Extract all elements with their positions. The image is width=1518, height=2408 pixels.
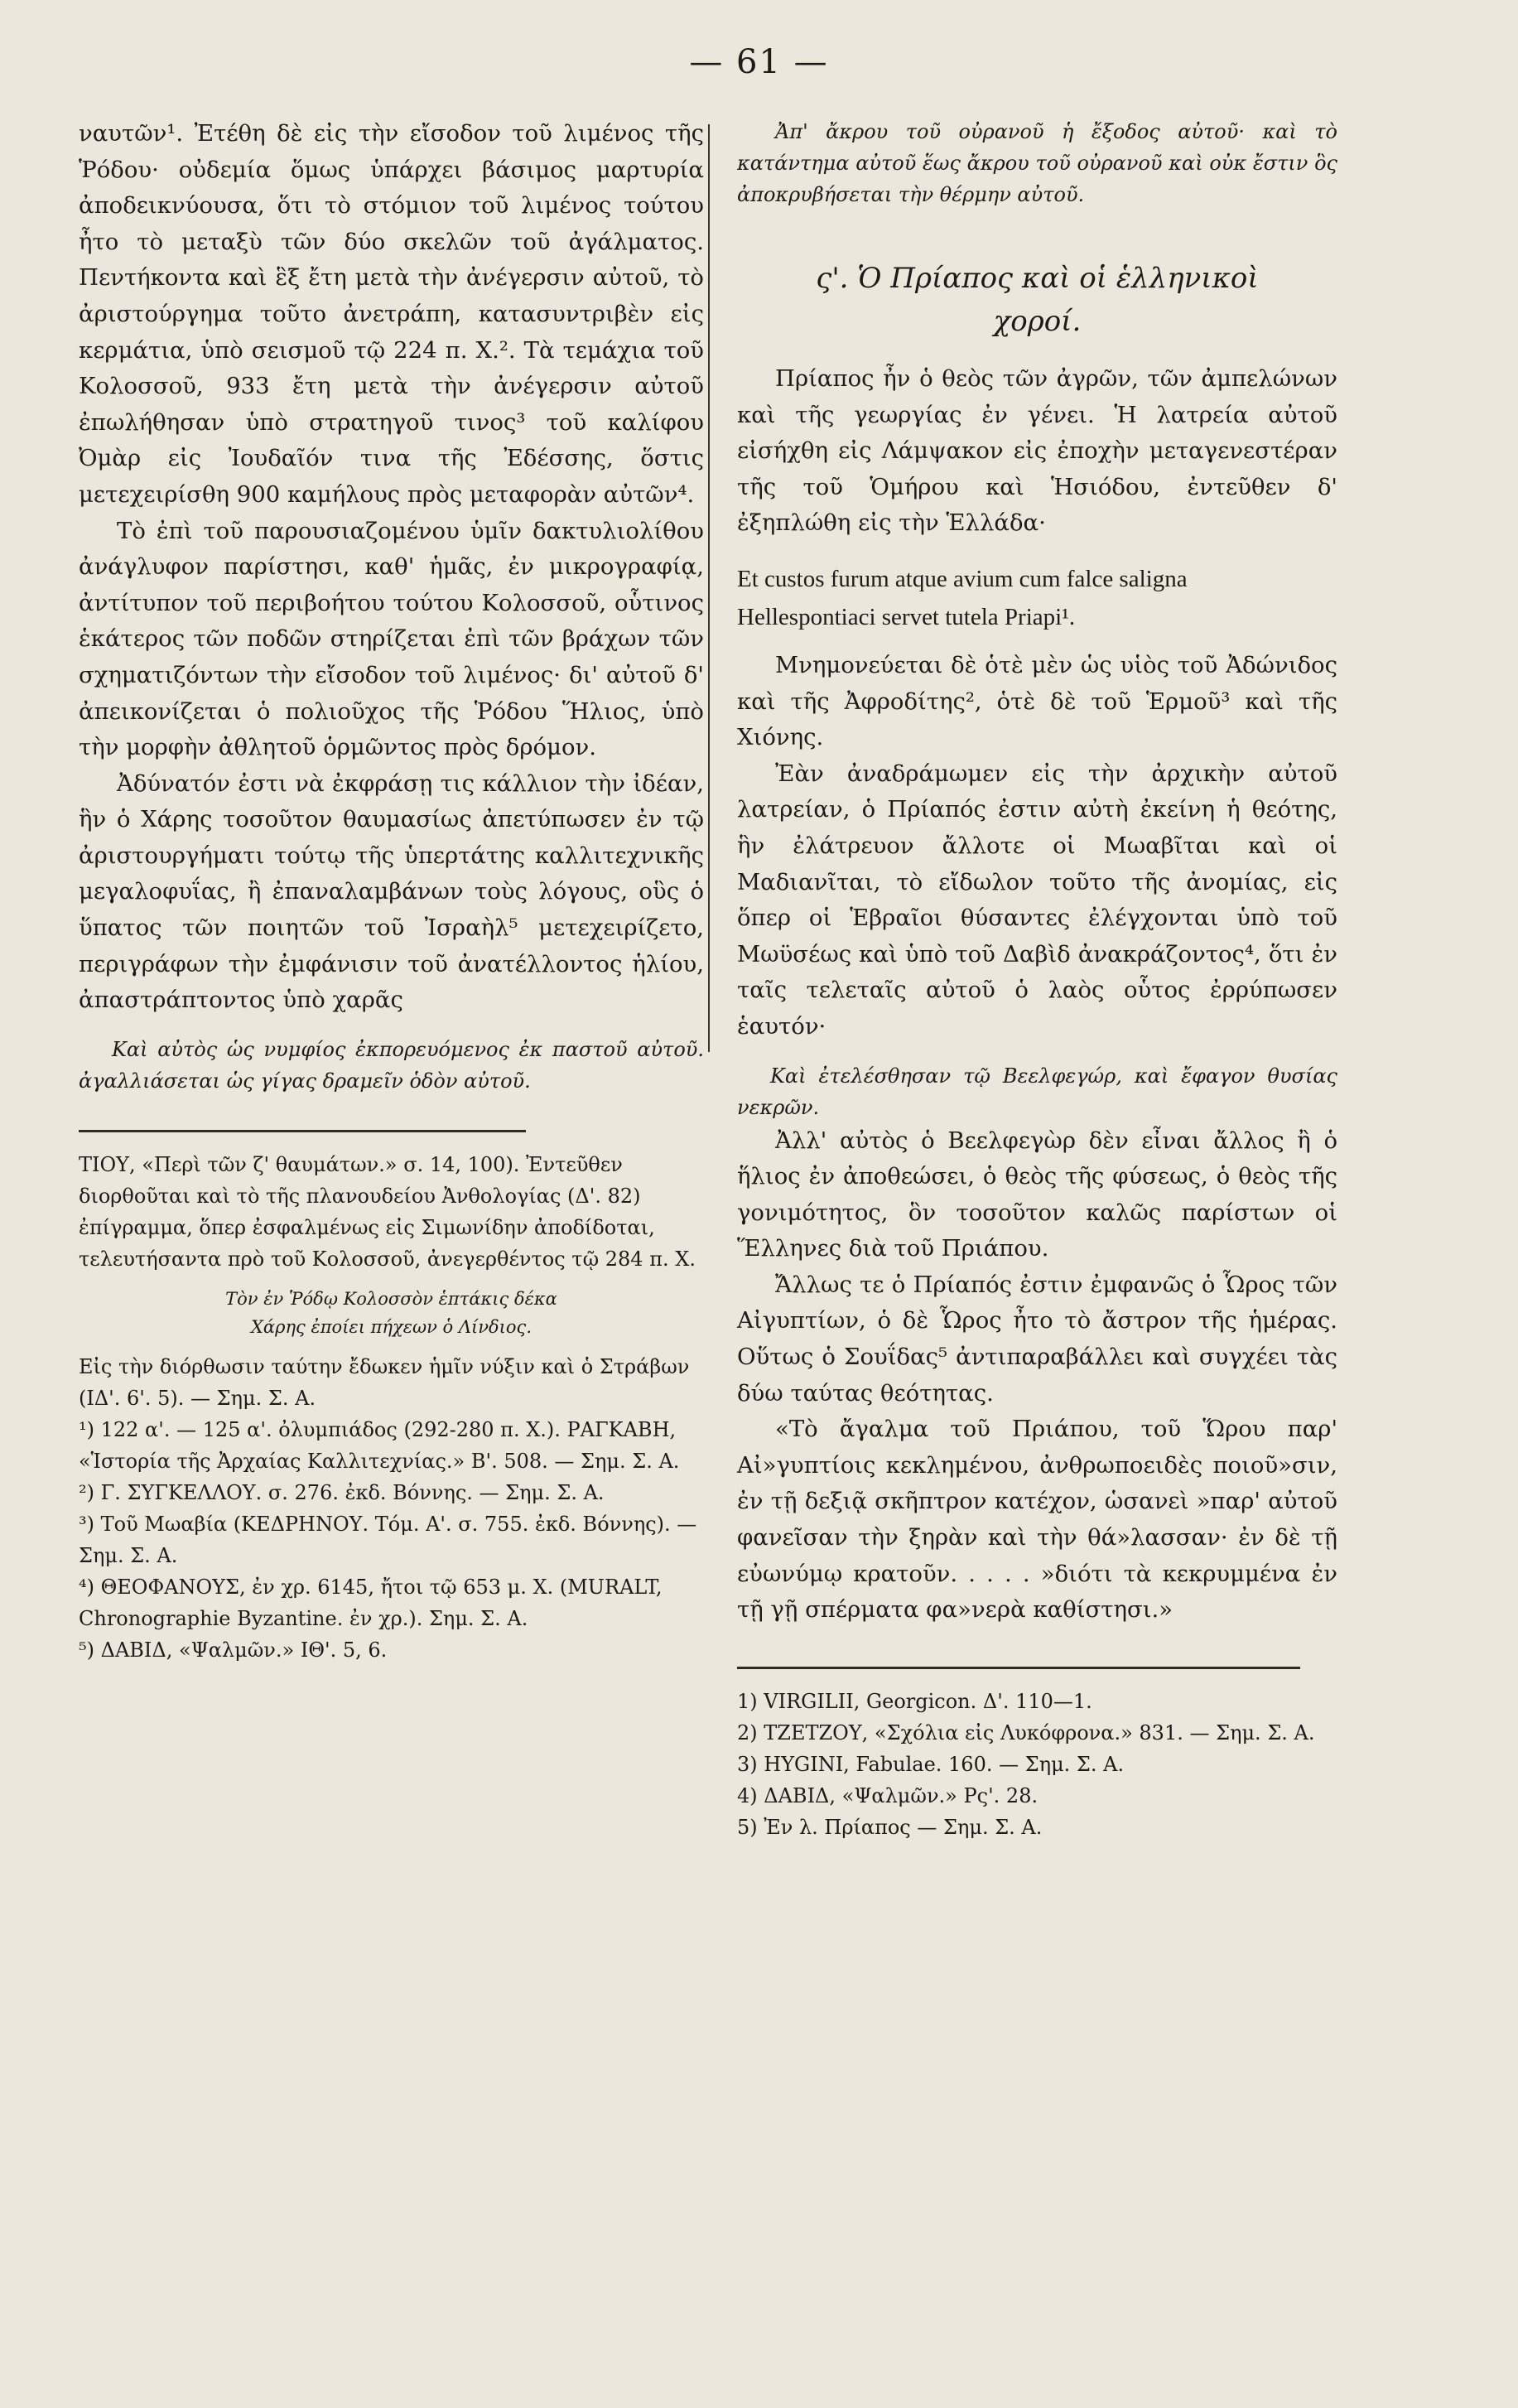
body-paragraph: Πρίαπος ἦν ὁ θεὸς τῶν ἀγρῶν, τῶν ἀμπελώνων καὶ τῆς γεωργίας ἐν γένει. Ἡ λατρεία αὐτοῦ εἰσήχθη εἰς Λάμψακον εἰς ἐποχὴν μεταγενεστέραν τῆς τοῦ Ὁμήρου καὶ Ἡσιόδου, ἐντεῦθεν δ' ἐξηπλώθη εἰς τὴν Ἑλλάδα· (737, 365, 1337, 537)
footnote-5: 5) Ἐν λ. Πρίαπος — Σημ. Σ. Α. (737, 1815, 1043, 1839)
footnote-2: ²) Γ. ΣΥΓΚΕΛΛΟΥ. σ. 276. ἐκδ. Βόννης. — Σημ. Σ. Α. (79, 1480, 605, 1504)
footnote-4: 4) ΔΑΒΙΔ, «Ψαλμῶν.» Ρς'. 28. (737, 1783, 1039, 1807)
footnote-5: ⁵) ΔΑΒΙΔ, «Ψαλμῶν.» ΙΘ'. 5, 6. (79, 1638, 388, 1662)
body-paragraph: Τὸ ἐπὶ τοῦ παρουσιαζομένου ὑμῖν δακτυλιολίθου ἀνάγλυφον παρίστησι, καθ' ἡμᾶς, ἐν μικρογραφίᾳ, ἀντίτυπον τοῦ περιβοήτου τούτου Κολοσσοῦ, οὗτινος ἑκάτερος τῶν ποδῶν στηρίζεται ἐπὶ τῶν βράχων τῶν σχηματιζόντων τὴν εἴσοδον τοῦ λιμένος· δι' αὐτοῦ δ' ἀπεικονίζεται ὁ πολιοῦχος τῆς Ῥόδου Ἥλιος, ὑπὸ τὴν μορφὴν ἀθλητοῦ ὁρμῶντος πρὸς δρόμον. (79, 517, 704, 761)
footnote-1: 1) VIRGILII, Georgicon. Δ'. 110—1. (737, 1689, 1092, 1713)
body-paragraph: Ἀλλ' αὐτὸς ὁ Βεελφεγὼρ δὲν εἶναι ἄλλος ἢ ὁ ἥλιος ἐν ἀποθεώσει, ὁ θεὸς τῆς φύσεως, ὁ θεὸς τῆς γονιμότητος, ὃν τοσοῦτον καλῶς παρίστων οἱ Ἕλληνες διὰ τοῦ Πριάπου. (737, 1127, 1337, 1262)
latin-verse (737, 560, 1337, 636)
body-paragraph: Μνημονεύεται δὲ ὁτὲ μὲν ὡς υἱὸς τοῦ Ἀδώνιδος καὶ τῆς Ἀφροδίτης², ὁτὲ δὲ τοῦ Ἑρμοῦ³ καὶ τῆς Χιόνης. (737, 651, 1337, 751)
footnote-1: ¹) 122 α'. — 125 α'. ὀλυμπιάδος (292-280 π. Χ.). ΡΑΓΚΑΒΗ, «Ἱστορία τῆς Ἀρχαίας Καλλιτεχνίας.» Β'. 508. — Σημ. Σ. Α. (79, 1417, 680, 1473)
footnote-continuation: ΤΙΟΥ, «Περὶ τῶν ζ' θαυμάτων.» σ. 14, 100). Ἐντεῦθεν διορθοῦται καὶ τὸ τῆς πλανουδείου Ἀνθολογίας (Δ'. 82) ἐπίγραμμα, ὅπερ ἐσφαλμένως εἰς Σιμωνίδην ἀποδίδοται, τελευτήσαντα πρὸ τοῦ Κολοσσοῦ, ἀνεγερθέντος τῷ 284 π. Χ. (79, 1152, 696, 1271)
footnote-4: ⁴) ΘΕΟΦΑΝΟΥΣ, ἐν χρ. 6145, ἤτοι τῷ 653 μ. Χ. (MURALT, Chronographie Byzantine. ἐν χρ.). Σημ. Σ. Α. (79, 1575, 663, 1630)
section-title-line: ς'. Ὁ Πρίαπος καὶ οἱ ἑλληνικοὶ (816, 262, 1259, 295)
footnote-3: 3) HYGINI, Fabulae. 160. — Σημ. Σ. Α. (737, 1752, 1125, 1776)
latin-verse-line: Et custos furum atque avium cum falce saligna (737, 565, 1188, 592)
epigram-line: Χάρης ἐποίει πήχεων ὁ Λίνδιος. (250, 1316, 532, 1337)
section-title-line: χοροί. (993, 305, 1082, 338)
footnote-text: Εἰς τὴν διόρθωσιν ταύτην ἔδωκεν ἡμῖν νύξιν καὶ ὁ Στράβων (ΙΔ'. 6'. 5). — Σημ. Σ. Α. (79, 1354, 690, 1410)
epigram (79, 1285, 704, 1341)
body-paragraph: Ἐὰν ἀναδράμωμεν εἰς τὴν ἀρχικὴν αὐτοῦ λατρείαν, ὁ Πρίαπός ἐστιν αὐτὴ ἐκείνη ἡ θεότης, ἣν ἐλάτρευον ἄλλοτε οἱ Μωαβῖται καὶ οἱ Μαδιανῖται, τὸ εἴδωλον τοῦτο τῆς ἀνομίας, εἰς ὅπερ οἱ Ἑβραῖοι θύσαντες ἐλέγχονται ὑπὸ τοῦ Μωϋσέως καὶ ὑπὸ τοῦ Δαβὶδ ἀνακράζοντος⁴, ὅτι ἐν ταῖς τελεταῖς αὐτοῦ ὁ λαὸς οὗτος ἐρρύπωσεν ἑαυτόν· (737, 760, 1337, 1040)
footnote-3: ³) Τοῦ Μωαβία (ΚΕΔΡΗΝΟΥ. Τόμ. Α'. σ. 755. ἐκδ. Βόννης). — Σημ. Σ. Α. (79, 1512, 697, 1567)
footnotes-right (737, 1686, 1337, 1843)
left-column (79, 116, 704, 1666)
scripture-quote: Καὶ αὐτὸς ὡς νυμφίος ἐκπορευόμενος ἐκ παστοῦ αὐτοῦ. ἀγαλλιάσεται ὡς γίγας δραμεῖν ὁδὸν αὐτοῦ. (79, 1037, 704, 1093)
latin-verse-line: Hellespontiaci servet tutela Priapi¹. (737, 603, 1076, 630)
footnote-separator (79, 1130, 526, 1132)
page-number: — 61 — (689, 43, 829, 81)
scripture-quote: Ἀπ' ἄκρου τοῦ οὐρανοῦ ἡ ἔξοδος αὐτοῦ· καὶ τὸ κατάντημα αὐτοῦ ἕως ἄκρου τοῦ οὐρανοῦ καὶ οὐκ ἔστιν ὃς ἀποκρυβήσεται τὴν θέρμην αὐτοῦ. (737, 120, 1337, 206)
quoted-passage: «Τὸ ἄγαλμα τοῦ Πριάπου, τοῦ Ὥρου παρ' Αἰ»γυπτίοις κεκλημένου, ἀνθρωποειδὲς ποιοῦ»σιν, ἐν τῇ δεξιᾷ σκῆπτρον κατέχον, ὡσανεὶ »παρ' αὐτοῦ φανεῖσαν τὴν ξηρὰν καὶ τὴν θά»λασσαν· ἐν δὲ τῇ εὐωνύμῳ κρατοῦν. . . . . »διότι τὰ κεκρυμμένα ἐν τῇ γῇ σπέρματα φα»νερὰ καθίστησι.» (737, 1416, 1337, 1624)
footnote-2: 2) ΤΖΕΤΖΟΥ, «Σχόλια εἰς Λυκόφρονα.» 831. — Σημ. Σ. Α. (737, 1720, 1315, 1744)
right-column (737, 116, 1337, 1843)
body-paragraph: Ἄλλως τε ὁ Πρίαπός ἐστιν ἐμφανῶς ὁ Ὧρος τῶν Αἰγυπτίων, ὁ δὲ Ὧρος ἦτο τὸ ἄστρον τῆς ἡμέρας. Οὕτως ὁ Σουΐδας⁵ ἀντιπαραβάλλει καὶ συγχέει τὰς δύω ταύτας θεότητας. (737, 1271, 1337, 1407)
scripture-quote: Καὶ ἐτελέσθησαν τῷ Βεελφεγώρ, καὶ ἔφαγον θυσίας νεκρῶν. (737, 1064, 1337, 1119)
footnotes-left (79, 1149, 704, 1666)
section-title (737, 257, 1337, 343)
epigram-line: Τὸν ἐν Ῥόδῳ Κολοσσὸν ἑπτάκις δέκα (225, 1288, 557, 1309)
body-paragraph: Ἀδύνατόν ἐστι νὰ ἐκφράσῃ τις κάλλιον τὴν ἰδέαν, ἣν ὁ Χάρης τοσοῦτον θαυμασίως ἀπετύπωσεν ἐν τῷ ἀριστουργήματι τούτῳ τῆς ὑπερτάτης καλλιτεχνικῆς μεγαλοφυΐας, ἢ ἐπαναλαμβάνων τοὺς λόγους, οὓς ὁ ὕπατος τῶν ποιητῶν τοῦ Ἰσραὴλ⁵ μετεχειρίζετο, περιγράφων τὴν ἐμφάνισιν τοῦ ἀνατέλλοντος ἡλίου, ἀπαστράπτοντος ὑπὸ χαρᾶς (79, 770, 704, 1014)
footnote-separator (737, 1667, 1300, 1669)
column-divider (708, 124, 710, 1052)
body-paragraph: ναυτῶν¹. Ἐτέθη δὲ εἰς τὴν εἴσοδον τοῦ λιμένος τῆς Ῥόδου· οὐδεμία ὅμως ὑπάρχει βάσιμος μαρτυρία ἀποδεικνύουσα, ὅτι τὸ στόμιον τοῦ λιμένος τούτου ἦτο τὸ μεταξὺ τῶν δύο σκελῶν τοῦ ἀγάλματος. Πεντήκοντα καὶ ἓξ ἔτη μετὰ τὴν ἀνέγερσιν αὐτοῦ, τὸ ἀριστούργημα τοῦτο ἀνετράπη, κατασυντριβὲν εἰς κερμάτια, ὑπὸ σεισμοῦ τῷ 224 π. Χ.². Τὰ τεμάχια τοῦ Κολοσσοῦ, 933 ἔτη μετὰ τὴν ἀνέγερσιν αὐτοῦ ἐπωλήθησαν ὑπὸ στρατηγοῦ τινος³ τοῦ καλίφου Ὀμὰρ εἰς Ἰουδαῖόν τινα τῆς Ἐδέσσης, ὅστις μετεχειρίσθη 900 καμήλους πρὸς μεταφορὰν αὐτῶν⁴. (79, 120, 704, 508)
